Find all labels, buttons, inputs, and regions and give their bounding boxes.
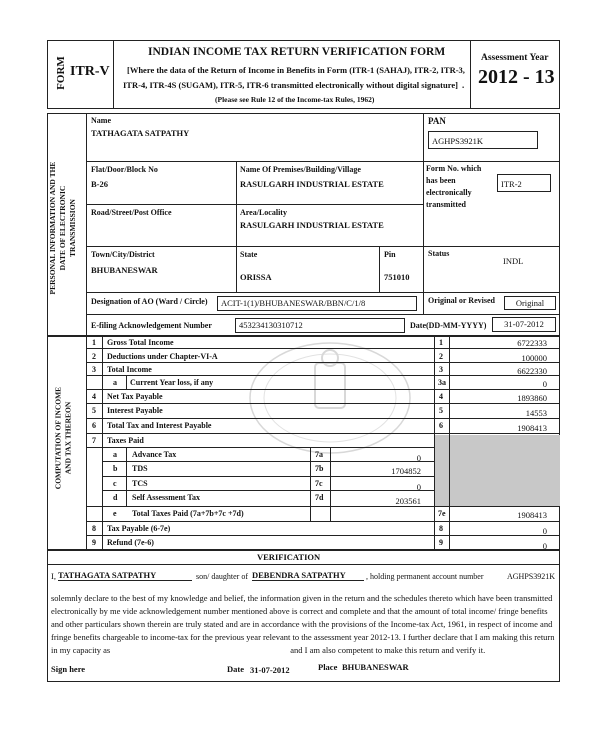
city-value: BHUBANESWAR [91, 265, 158, 275]
form-subtitle-1: [Where the data of the Return of Income in Benefits in Form (ITR-1 (SAHAJ), ITR-2, ITR-3, [127, 65, 465, 75]
verification-son-label: son/ daughter of [196, 572, 248, 581]
state-value: ORISSA [240, 272, 272, 282]
pin-value: 751010 [384, 272, 410, 282]
verification-pan: AGHPS3921K [507, 572, 556, 581]
area-value: RASULGARH INDUSTRIAL ESTATE [240, 220, 384, 230]
taxes-paid-no: 7 [92, 436, 96, 445]
verification-i: I, [51, 571, 56, 581]
sign-here-label: Sign here [51, 664, 86, 674]
rule-note: (Please see Rule 12 of the Income-tax Rules, 1962) [215, 95, 375, 104]
verification-father-name: DEBENDRA SATPATHY [252, 570, 364, 581]
area-label: Area/Locality [240, 208, 287, 217]
orig-value: Original [504, 296, 556, 310]
premises-value: RASULGARH INDUSTRIAL ESTATE [240, 179, 384, 189]
status-value: INDL [503, 256, 524, 266]
flat-label: Flat/Door/Block No [91, 165, 158, 174]
personal-section-label: PERSONAL INFORMATION AND THE DATE OF ELECTRONIC TRANSMISSION [48, 161, 77, 295]
ack-value: 453234130310712 [235, 318, 405, 333]
date-value: 31-07-2012 [492, 317, 556, 332]
emblem-watermark [245, 338, 415, 458]
flat-value: B-26 [91, 179, 108, 189]
orig-label: Original or Revised [428, 296, 495, 305]
verification-paragraph: solemnly declare to the best of my knowledge and belief, the information given in the return and the schedules thereto which have been transmitted electronically by me vide acknowledgement number mentioned above is correct and complete and that the amount of total income/ fringe benefits and other particulars shown therein are truly stated and are in accordance with the provisions of the Income-tax Act, 1961, in respect of income and fringe benefits chargeable to income-tax for the previous year relevant to the assessment year 2012-13. I further declare that I am making this return in my capacity as and I am also competent to make this return and verify it. [51, 593, 555, 655]
taxes-paid-label: Taxes Paid [107, 436, 144, 445]
ack-label: E-filing Acknowledgement Number [91, 321, 212, 330]
status-label: Status [428, 249, 450, 258]
verification-place-value: BHUBANESWAR [342, 662, 409, 672]
form-label: FORM [55, 56, 67, 90]
verification-person-name: TATHAGATA SATPATHY [58, 570, 192, 581]
pan-value: AGHPS3921K [428, 131, 538, 149]
state-label: State [240, 250, 258, 259]
form-code: ITR-V [70, 64, 110, 79]
form-title: INDIAN INCOME TAX RETURN VERIFICATION FORM [148, 46, 446, 58]
form-no-value: ITR-2 [497, 174, 551, 192]
road-label: Road/Street/Post Office [91, 208, 172, 217]
computation-section-label: COMPUTATION OF INCOME AND TAX THEREON [53, 386, 73, 490]
ao-label: Designation of AO (Ward / Circle) [91, 297, 208, 306]
form-subtitle-dot: . [462, 80, 465, 90]
city-label: Town/City/District [91, 250, 155, 259]
verification-date-value: 31-07-2012 [250, 665, 290, 675]
name-value: TATHAGATA SATPATHY [91, 128, 190, 138]
verification-date-label: Date [227, 664, 244, 674]
itr-v-form: FORM ITR-V INDIAN INCOME TAX RETURN VERIFICATION FORM [Where the data of the Return of Income in Benefits in Form (ITR-1 (SAHAJ), ITR-2, ITR-3, ITR-4, ITR-4S (SUGAM), ITR-5, ITR-6 transmitted electronically without digital signature] . (Please see Rule 12 of the Income-tax Rules, 1962) Assessment Year 2012 - 13 PERSONAL INFORMATION AND THE DATE OF ELECTRONIC TRANSMISSION Name TATHAGATA SATPATHY PAN AGHPS3921K Flat/Door/Block No B-26 Name Of Premises/Building/Village RASULGARH INDUSTRIAL ESTATE Form No. which has been electronically transmitted ITR-2 Road/Street/Post Office Area/Locality RASULGARH INDUSTRIAL ESTATE Town/City/District BHUBANESWAR State ORISSA Pin 751010 Status INDL Designation of AO (Ward / Circle) ACIT-1(1)/BHUBANESWAR/BBN/C/1/8 Original or Revised Original E-filing Acknowledgement Number 453234130310712 Date(DD-MM-YYYY) 31-07-2012 COMPUTATION OF INCOME AND TAX THEREON 1 Gross Total Income 1 6722333 2 Deductions under Chapter-VI-A 2 100000 3 Total Income 3 6622330 a Current Year loss, if any 3a 0 4 Net Tax Payable 4 1893860 5 Interest Payable 5 14553 6 Total Tax and Interest Payable 6 1908413 7 Taxes Paid a Advance Tax 7a 0 b TDS 7b 1704852 c TCS 7c 0 d Self Assessment Tax 7d 203561 e Total Taxes Paid (7a+7b+7c +7d) 7e 1908413 8 Tax Payable (6-7e) 8 0 9 Refund (7e-6) 9 0 VERIFICATION I, TATHAGATA SATPATHY son/ daughter of DEBENDRA SATPATHY , holding permanent account number AGHPS3921K solemnly declare to the best of my knowledge and belief, the information given in the return and the schedules thereto which have been transmitted electronically by me vide acknowledgement number mentioned above is correct and complete and that the amount of total income/ fringe benefits and other particulars shown therein are truly stated and are in accordance with the provisions of the Income-tax Act, 1961, in respect of income and fringe benefits chargeable to income-tax for the previous year relevant to the assessment year 2012-13. I further declare that I am making this return in my capacity as and I am also competent to make this return and verify it. Sign here Date 31-07-2012 Place BHUBANESWAR [0, 0, 600, 730]
premises-label: Name Of Premises/Building/Village [240, 165, 361, 174]
assessment-year: 2012 - 13 [478, 66, 555, 88]
verification-holding-label: , holding permanent account number [366, 572, 484, 581]
pin-label: Pin [384, 250, 396, 259]
assessment-year-label: Assessment Year [481, 53, 549, 63]
form-no-label: Form No. which has been electronically transmitted [426, 164, 482, 209]
name-label: Name [91, 116, 111, 125]
pan-label: PAN [428, 116, 446, 126]
verification-title: VERIFICATION [257, 552, 321, 562]
date-label: Date(DD-MM-YYYY) [410, 321, 487, 330]
verification-place-label: Place [318, 662, 338, 672]
ao-value: ACIT-1(1)/BHUBANESWAR/BBN/C/1/8 [217, 296, 417, 311]
form-subtitle-2: ITR-4, ITR-4S (SUGAM), ITR-5, ITR-6 transmitted electronically without digital signature] [123, 80, 458, 90]
